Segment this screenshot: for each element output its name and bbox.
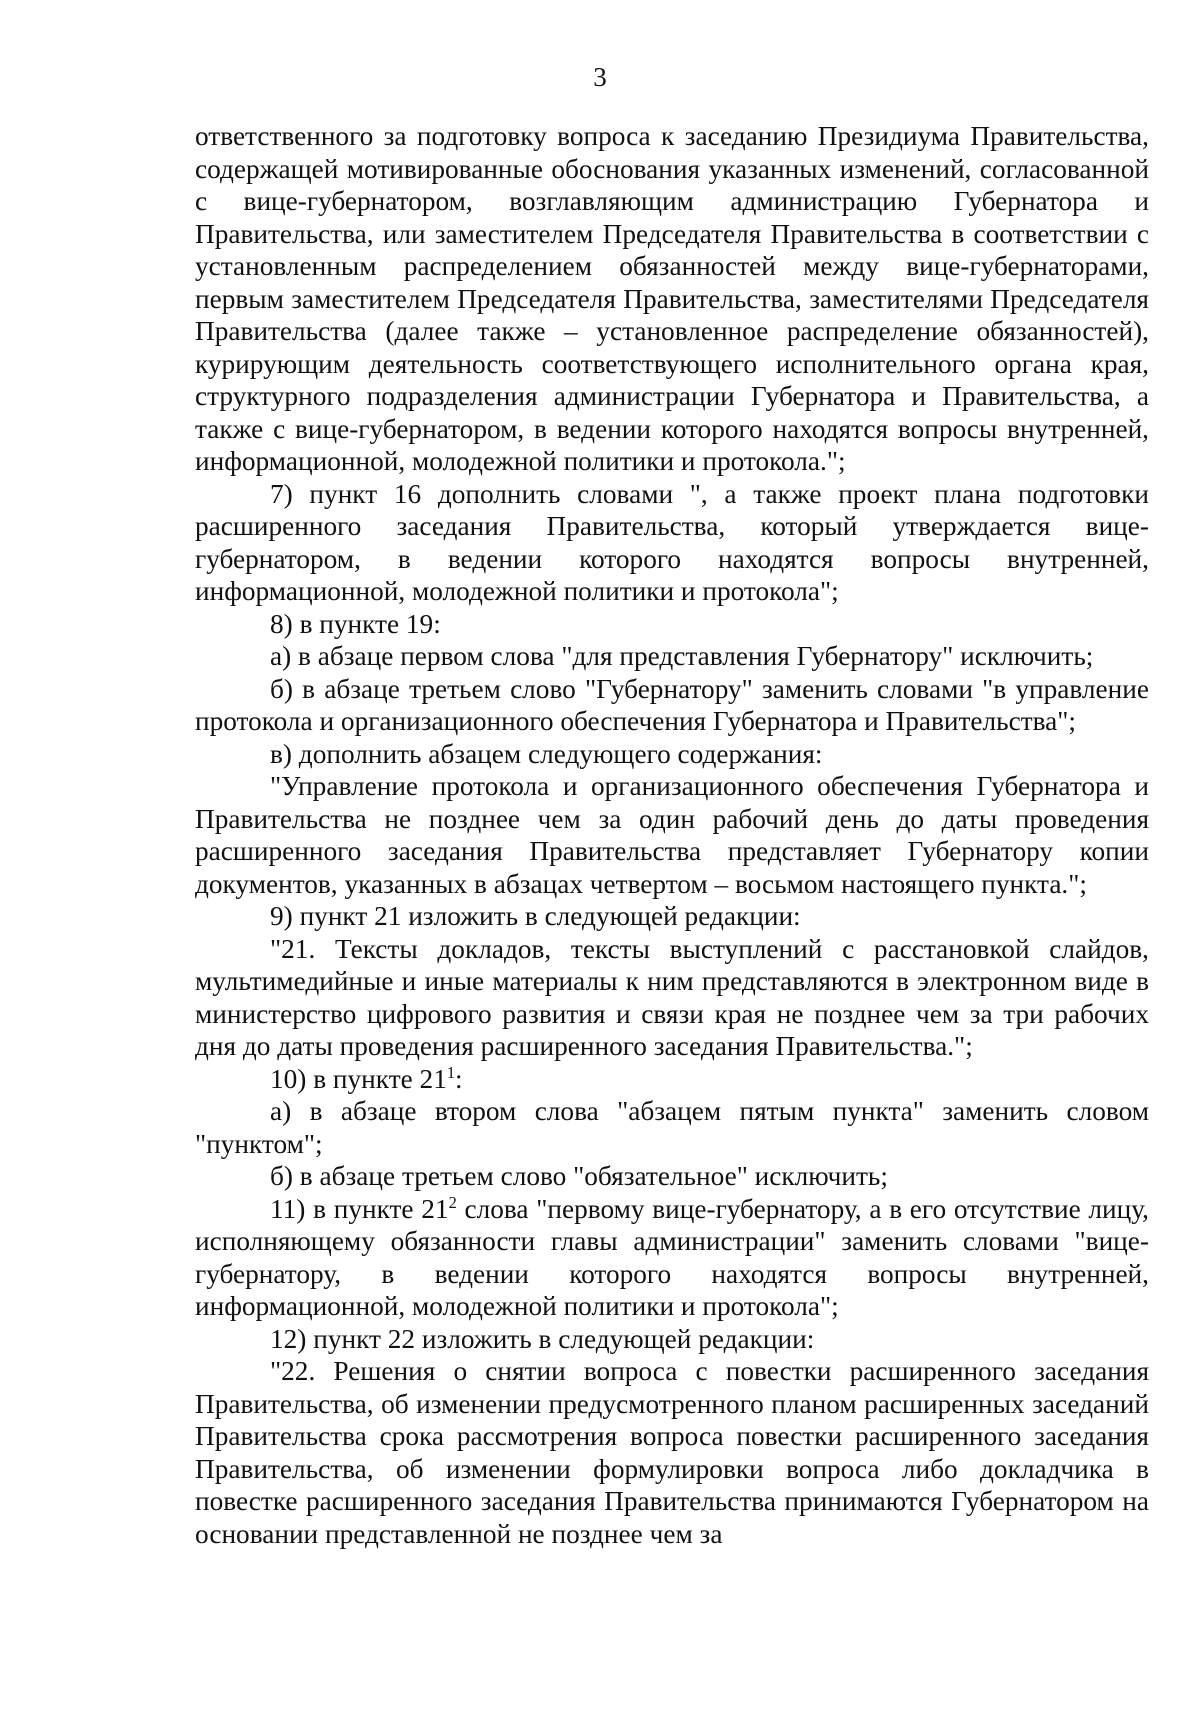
paragraph: в) дополнить абзацем следующего содержания: [270, 738, 823, 769]
paragraph: ответственного за подготовку вопроса к заседанию Президиума Правительства, содержащей мотивированные обоснования указанных изменений, согласованной с вице-губернатором, возглавляющим администрацию Губернатора и Правительства, или заместителем Председателя Правительства в соответствии с установленным распределением обязанностей между вице-губернаторами, первым заместителем Председателя Правительства, заместителями Председателя Правительства (далее также – установленное распределение обязанностей), курирующим деятельность соответствующего исполнительного органа края, структурного подразделения администрации Губернатора и Правительства, а также с вице-губернатором, в ведении которого находятся вопросы внутренней, информационной, молодежной политики и протокола."; [195, 121, 1149, 476]
paragraph: 12) пункт 22 изложить в следующей редакции: [270, 1323, 815, 1354]
paragraph: б) в абзаце третьем слово "Губернатору" заменить словами "в управление протокола и организационного обеспечения Губернатора и Правительства"; [195, 673, 1149, 736]
page-number: 3 [593, 62, 607, 92]
paragraph-text: : [455, 1063, 463, 1094]
paragraph: "22. Решения о снятии вопроса с повестки расширенного заседания Правительства, об изменении предусмотренного планом расширенных заседаний Правительства срока рассмотрения вопроса повестки расширенного заседания Правительства, об изменении формулировки вопроса либо докладчика в повестке расширенного заседания Правительства принимаются Губернатором на основании представленной не позднее чем за [195, 1356, 1149, 1549]
paragraph: 8) в пункте 19: [270, 608, 441, 639]
paragraph: б) в абзаце третьем слово "обязательное" исключить; [270, 1161, 888, 1191]
paragraph-text: 11) в пункте 21 [270, 1193, 449, 1224]
paragraph: 7) пункт 16 дополнить словами ", а также проект плана подготовки расширенного заседания Правительства, который утверждается вице-губернатором, в ведении которого находятся вопросы внутренней, информационной, молодежной политики и протокола"; [195, 478, 1149, 606]
document-body [195, 120, 1149, 1550]
superscript: 2 [448, 1192, 457, 1212]
paragraph: "Управление протокола и организационного обеспечения Губернатора и Правительства не позднее чем за один рабочий день до даты проведения расширенного заседания Правительства представляет Губернатору копии документов, указанных в абзацах четвертом – восьмом настоящего пункта."; [195, 771, 1149, 899]
paragraph: а) в абзаце втором слова "абзацем пятым пункта" заменить словом "пунктом"; [195, 1096, 1149, 1159]
paragraph [195, 1063, 1149, 1096]
paragraph-text: слова "первому вице-губернатору, а в его отсутствие лицу, исполняющему обязанности главы администрации" заменить словами "вице-губернатору, в ведении которого находятся вопросы внутренней, информационной, молодежной политики и протокола"; [195, 1193, 1150, 1321]
paragraph: 9) пункт 21 изложить в следующей редакции: [270, 901, 801, 931]
paragraph [195, 1193, 1149, 1323]
paragraph: "21. Тексты докладов, тексты выступлений с расстановкой слайдов, мультимедийные и иные материалы к ним представляются в электронном виде в министерство цифрового развития и связи края не позднее чем за три рабочих дня до даты проведения расширенного заседания Правительства."; [195, 933, 1149, 1061]
superscript: 1 [446, 1062, 456, 1082]
paragraph: а) в абзаце первом слова "для представления Губернатору" исключить; [270, 641, 1094, 671]
paragraph-text: 10) в пункте 21 [270, 1063, 447, 1094]
